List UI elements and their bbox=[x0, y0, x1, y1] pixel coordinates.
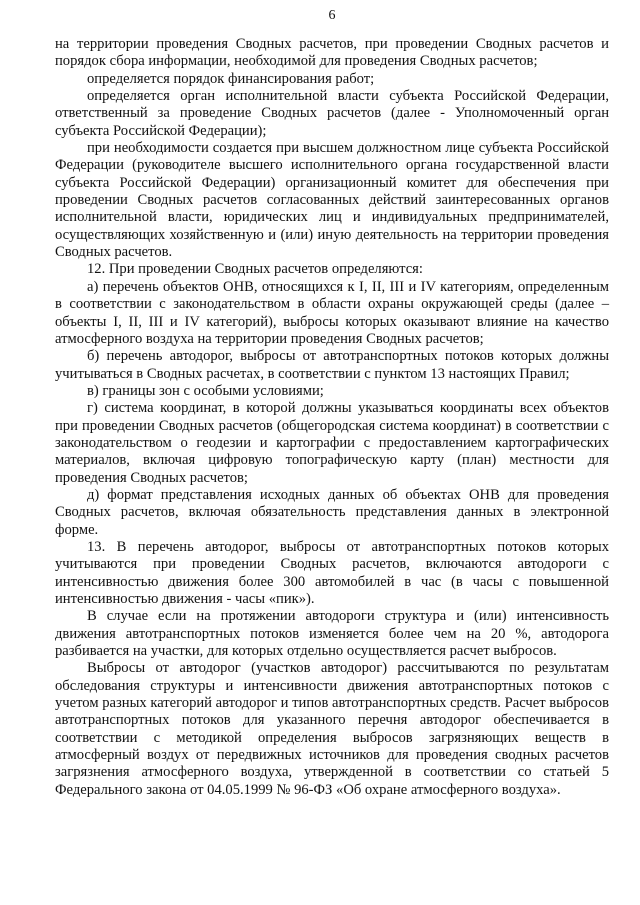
document-body bbox=[55, 36, 609, 799]
paragraph-item-a: а) перечень объектов ОНВ, относящихся к I, II, III и IV категориям, определенным в соответствии с законодательством в области охраны окружающей среды (далее – объекты I, II, III и IV категорий), выбросы которых оказывают влияние на качество атмосферного воздуха на территории проведения Сводных расчетов; bbox=[55, 278, 609, 347]
paragraph-continuation: на территории проведения Сводных расчетов, при проведении Сводных расчетов и порядок сбора информации, необходимой для проведения Сводных расчетов; bbox=[55, 36, 609, 70]
paragraph-road-segments: В случае если на протяжении автодороги структура и (или) интенсивность движения автотранспортных потоков изменяется более чем на 20 %, автодорога разбивается на участки, для которых отдельно осуществляется расчет выбросов. bbox=[55, 608, 609, 660]
paragraph-road-emissions: Выбросы от автодорог (участков автодорог) рассчитываются по результатам обследования структуры и интенсивности движения автотранспортных потоков с учетом разных категорий автодорог и типов автотранспортных средств. Расчет выбросов автотранспортных потоков для указанного перечня автодорог обеспечивается в соответствии с методикой определения выбросов загрязняющих веществ в атмосферный воздух от передвижных источников для проведения сводных расчетов загрязнения атмосферного воздуха, утвержденной в соответствии со статьей 5 Федерального закона от 04.05.1999 № 96-ФЗ «Об охране атмосферного воздуха». bbox=[55, 660, 609, 798]
paragraph-item-v: в) границы зон с особыми условиями; bbox=[87, 382, 324, 399]
paragraph-committee: при необходимости создается при высшем должностном лице субъекта Российской Федерации (руководителе высшего исполнительного органа государственной власти субъекта Российской Федерации) организационный комитет для обеспечения при проведении Сводных расчетов согласованных действий заинтересованных органов исполнительной власти, юридических лиц и индивидуальных предпринимателей, осуществляющих хозяйственную и (или) иную деятельность на территории проведения Сводных расчетов. bbox=[55, 140, 609, 261]
paragraph-item-d: д) формат представления исходных данных об объектах ОНВ для проведения Сводных расчетов, включая обязательность представления данных в электронной форме. bbox=[55, 486, 609, 538]
paragraph-authority: определяется орган исполнительной власти субъекта Российской Федерации, ответственный за проведение Сводных расчетов (далее - Уполномоченный орган субъекта Российской Федерации); bbox=[55, 88, 609, 139]
paragraph-section-12: 12. При проведении Сводных расчетов определяются: bbox=[87, 261, 423, 278]
page-number: 6 bbox=[328, 8, 336, 23]
paragraph-item-g: г) система координат, в которой должны указываться координаты всех объектов при проведении Сводных расчетов (общегородская система координат) в соответствии с законодательством о геодезии и картографии с предоставлением картографических материалов, включая цифровую топографическую карту (план) местности для проведения Сводных расчетов; bbox=[55, 400, 609, 486]
paragraph-section-13: 13. В перечень автодорог, выбросы от автотранспортных потоков которых учитываются при проведении Сводных расчетов, включаются автодороги с интенсивностью движения более 300 автомобилей в час (в часы с повышенной интенсивностью движения - часы «пик»). bbox=[55, 538, 609, 607]
paragraph-item-b: б) перечень автодорог, выбросы от автотранспортных потоков которых должны учитываться в Сводных расчетах, в соответствии с пунктом 13 настоящих Правил; bbox=[55, 348, 609, 382]
paragraph-funding: определяется порядок финансирования работ; bbox=[87, 70, 375, 87]
